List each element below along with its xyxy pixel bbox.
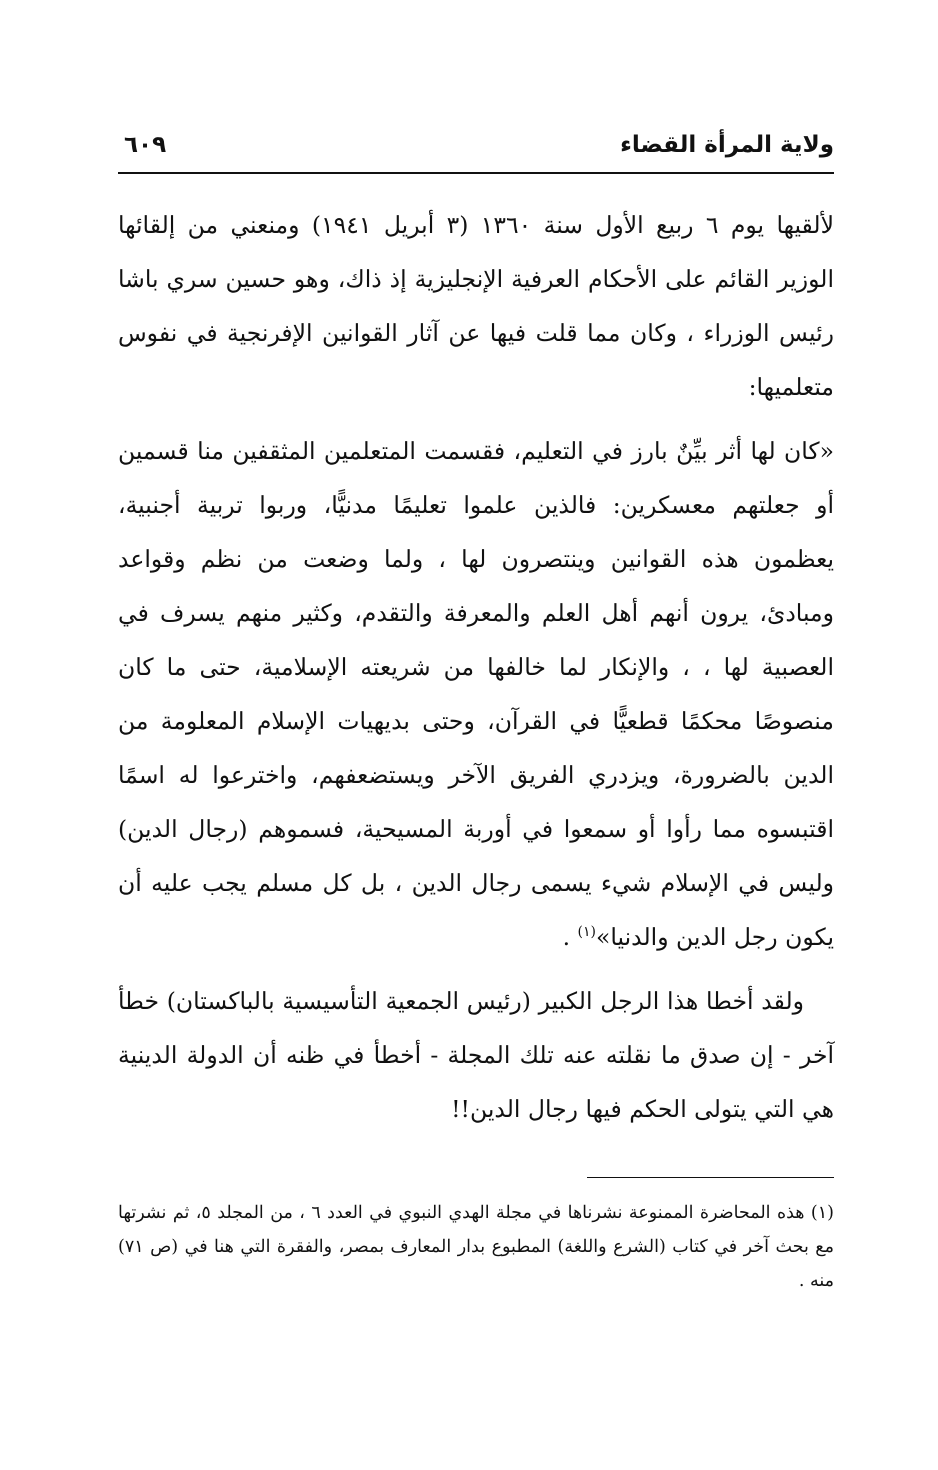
main-text: [118, 198, 834, 1136]
footnote: (١) هذه المحاضرة الممنوعة نشرناها في مجلة الهدي النبوي في العدد ٦ ، من المجلد ٥، ثم نشرتها مع بحث آخر في كتاب (الشرع واللغة) المطبوع بدار المعارف بمصر، والفقرة التي هنا في (ص ٧١) منه .: [118, 1203, 834, 1291]
running-title: ولاية المرأة القضاء: [620, 132, 834, 158]
paragraph: لألقيها يوم ٦ ربيع الأول سنة ١٣٦٠ (٣ أبريل ١٩٤١) ومنعني من إلقائها الوزير القائم على الأحكام العرفية الإنجليزية إذ ذاك، وهو حسين سري باشا رئيس الوزراء ، وكان مما قلت فيها عن آثار القوانين الإفرنجية في نفوس متعلميها:: [118, 211, 834, 401]
header-rule: [118, 172, 834, 174]
footnote-rule: [587, 1177, 834, 1178]
page-number: ٦٠٩: [124, 132, 167, 158]
footnotes: [118, 1196, 834, 1298]
quote-paragraph: [118, 424, 834, 964]
page-header: [118, 128, 834, 168]
paragraph: ولقد أخطا هذا الرجل الكبير (رئيس الجمعية التأسيسية بالباكستان) خطأ آخر - إن صدق ما نقلته عنه تلك المجلة - أخطأ في ظنه أن الدولة الدينية هي التي يتولى الحكم فيها رجال الدين!!: [118, 987, 834, 1123]
footnote-reference: (١): [577, 924, 596, 941]
paragraph-end: .: [562, 923, 578, 951]
quote-text: «كان لها أثر بيِّنٌ بارز في التعليم، فقسمت المتعلمين المثقفين منا قسمين أو جعلتهم معسكرين: فالذين علموا تعليمًا مدنيًّا، وربوا تربية أجنبية، يعظمون هذه القوانين وينتصرون لها ، ولما وضعت من نظم وقواعد ومبادئ، يرون أنهم أهل العلم والمعرفة والتقدم، وكثير منهم يسرف في العصبية لها ، ، والإنكار لما خالفها من شريعته الإسلامية، حتى ما كان منصوصًا محكمًا قطعيًّا في القرآن، وحتى بديهيات الإسلام المعلومة من الدين بالضرورة، ويزدري الفريق الآخر ويستضعفهم، واخترعوا له اسمًا اقتبسوه مما رأوا أو سمعوا في أوربة المسيحية، فسموهم (رجال الدين) وليس في الإسلام شيء يسمى رجال الدين ، بل كل مسلم يجب عليه أن يكون رجل الدين والدنيا»: [118, 437, 834, 951]
